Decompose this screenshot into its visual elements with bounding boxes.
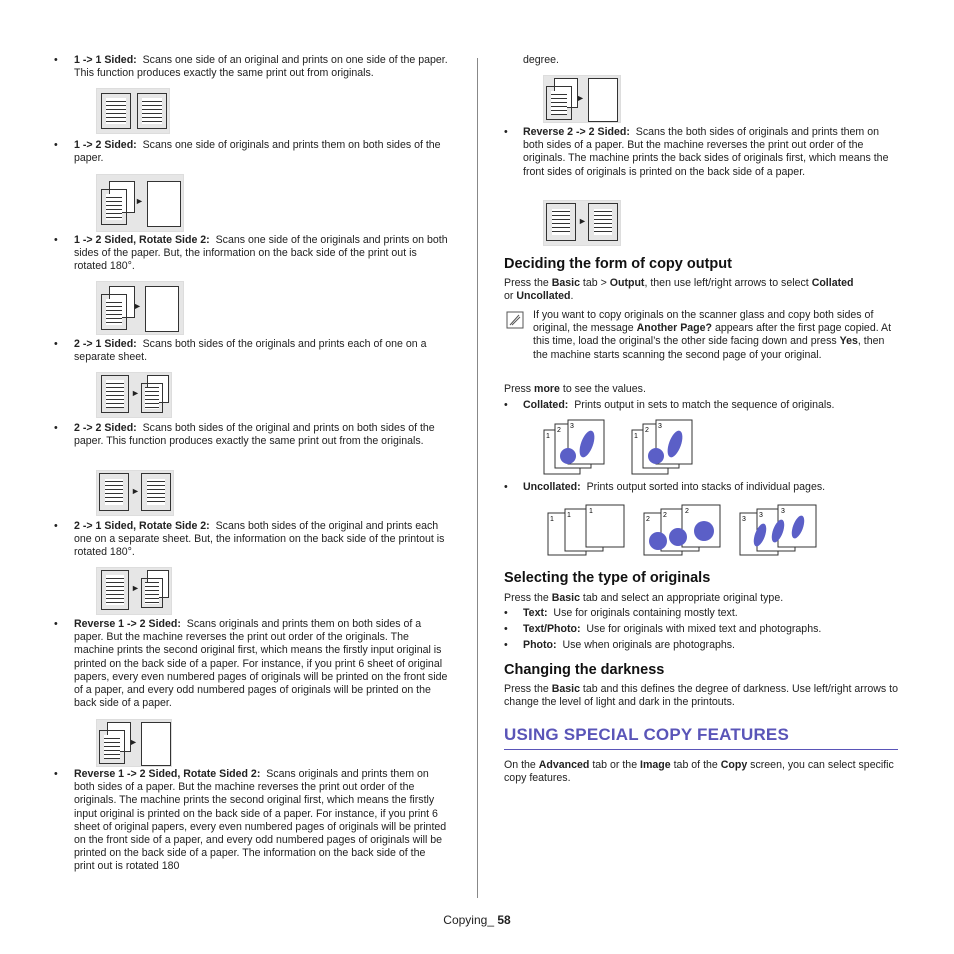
diagram-reverse-2-2-sided: ► bbox=[543, 200, 621, 246]
bullet: • bbox=[504, 126, 508, 138]
diagram-reverse-1-2-sided: ► bbox=[96, 719, 172, 767]
list-item bbox=[54, 768, 448, 878]
bullet: • bbox=[54, 54, 58, 66]
item-label: 2 -> 1 Sided, Rotate Side 2: bbox=[74, 520, 210, 532]
svg-text:3: 3 bbox=[781, 508, 785, 515]
list-item bbox=[504, 126, 900, 192]
note-icon bbox=[506, 311, 524, 329]
item-text bbox=[74, 338, 448, 364]
list-item: • Text: Use for originals containing mostly text. bbox=[504, 607, 738, 619]
bullet: • bbox=[54, 768, 58, 780]
paragraph: Press the Basic tab and select an appropriate original type. bbox=[504, 592, 784, 604]
page-number: 58 bbox=[497, 913, 511, 927]
collated-illustration bbox=[542, 418, 708, 478]
diagram-2-2-sided: ► bbox=[96, 470, 174, 516]
list-item bbox=[54, 422, 448, 464]
column-divider bbox=[477, 58, 478, 898]
list-item: • Photo: Use when originals are photographs. bbox=[504, 639, 735, 651]
diagram-2-1-sided-rotate: ► bbox=[96, 567, 172, 615]
item-description: Scans originals and prints them on both sides of a paper. But the machine reverses the print out order of the originals. The machine prints the second original first, which means the firstly input original is printed on the back side of a paper. For instance, if you print 6 sheet of original papers, every even numbered pages of originals will be printed on the front side of a paper, and every odd numbered pages of originals will be printed on the back side of a paper. The information on the back side of the print out is rotated 180 bbox=[74, 768, 447, 873]
item-description: Scans originals and prints them on both sides of a paper. But the machine reverses the print out order of the originals. The machine prints the second original first, which means the firstly input original is printed on the back side of a paper. For instance, if you print 6 sheet of original papers, every even numbered pages of originals will be printed on the front side of a paper, and every odd numbered pages of originals will be printed on the back side of a paper. bbox=[74, 618, 448, 710]
svg-text:2: 2 bbox=[646, 516, 650, 523]
bullet: • bbox=[54, 520, 58, 532]
item-text bbox=[74, 139, 448, 165]
item-description: Scans both sides of the original and prints each one on a separate sheet. But, the information on the back side of the printout is rotated 180°. bbox=[74, 520, 445, 559]
item-label: Text/Photo: bbox=[523, 623, 581, 635]
diagram-reverse-1-2-sided-rotate: ► bbox=[543, 75, 621, 123]
item-label: Collated: bbox=[523, 399, 569, 411]
svg-text:1: 1 bbox=[567, 512, 571, 519]
svg-text:2: 2 bbox=[685, 508, 689, 515]
item-text bbox=[74, 520, 448, 560]
svg-text:3: 3 bbox=[742, 516, 746, 523]
bullet: • bbox=[54, 234, 58, 246]
item-description: Scans one side of the originals and prints on both sides of the paper. But, the information on the back side of the print out is rotated 180°. bbox=[74, 234, 448, 273]
list-item bbox=[54, 54, 448, 84]
list-item: • Uncollated: Prints output sorted into stacks of individual pages. bbox=[504, 481, 826, 493]
paragraph: Press the Basic tab > Output, then use left/right arrows to select Collated or Uncollated. bbox=[504, 277, 854, 303]
paragraph: Press more to see the values. bbox=[504, 383, 646, 395]
svg-text:2: 2 bbox=[663, 512, 667, 519]
paragraph: Press the Basic tab and this defines the degree of darkness. Use left/right arrows to change the level of light and dark in the printouts. bbox=[504, 683, 898, 709]
item-text bbox=[523, 126, 900, 179]
bullet: • bbox=[54, 139, 58, 151]
bullet: • bbox=[54, 618, 58, 630]
item-description: Scans the both sides of originals and prints them on both sides of a paper. But the machine reverses the print out order of the originals. The machine prints the back sides of originals first, which means the front sides of originals is printed on the back side of a paper. bbox=[523, 126, 889, 178]
item-label: 1 -> 2 Sided, Rotate Side 2: bbox=[74, 234, 210, 246]
section-heading: Deciding the form of copy output bbox=[504, 256, 732, 272]
list-item bbox=[54, 520, 448, 562]
diagram-1-1-sided bbox=[96, 88, 170, 134]
bullet: • bbox=[54, 422, 58, 434]
item-label: Text: bbox=[523, 607, 548, 619]
item-label: Reverse 2 -> 2 Sided: bbox=[523, 126, 630, 138]
note-text: If you want to copy originals on the scanner glass and copy both sides of original, the message Another Page? appears after the first page copied. At this time, load the original’s the other side facing down and press Yes, then the machine starts scanning the second page of your original. bbox=[533, 309, 892, 361]
item-label: 2 -> 2 Sided: bbox=[74, 422, 137, 434]
item-description: Scans both sides of the original and prints on both sides of the paper. This function produces exactly the same print out from the originals. bbox=[74, 422, 435, 448]
item-label: 1 -> 2 Sided: bbox=[74, 139, 137, 151]
item-description: Scans one side of an original and prints on one side of the paper. This function produces exactly the same print out from originals. bbox=[74, 54, 448, 80]
diagram-2-1-sided: ► bbox=[96, 372, 172, 418]
svg-text:1: 1 bbox=[589, 508, 593, 515]
svg-text:1: 1 bbox=[550, 516, 554, 523]
svg-text:1: 1 bbox=[634, 433, 638, 440]
svg-text:3: 3 bbox=[570, 423, 574, 430]
page-footer bbox=[0, 914, 954, 927]
svg-text:3: 3 bbox=[658, 423, 662, 430]
item-text bbox=[74, 54, 448, 80]
list-item: • Collated: Prints output in sets to match the sequence of originals. bbox=[504, 399, 835, 411]
section-heading: Selecting the type of originals bbox=[504, 570, 711, 586]
uncollated-illustration bbox=[546, 503, 826, 559]
continued-text: degree. bbox=[523, 54, 559, 66]
item-label: 2 -> 1 Sided: bbox=[74, 338, 137, 350]
item-description: Scans both sides of the originals and prints each of one on a separate sheet. bbox=[74, 338, 427, 364]
item-label: Reverse 1 -> 2 Sided: bbox=[74, 618, 181, 630]
item-label: Reverse 1 -> 2 Sided, Rotate Sided 2: bbox=[74, 768, 261, 780]
list-item bbox=[54, 338, 448, 368]
list-item bbox=[54, 139, 448, 169]
svg-text:1: 1 bbox=[546, 433, 550, 440]
diagram-1-2-sided: ► bbox=[96, 174, 184, 232]
svg-text:2: 2 bbox=[645, 427, 649, 434]
item-text bbox=[74, 618, 448, 710]
bullet: • bbox=[54, 338, 58, 350]
item-text bbox=[74, 422, 448, 448]
chapter-heading: USING SPECIAL COPY FEATURES bbox=[504, 725, 790, 744]
svg-text:3: 3 bbox=[759, 512, 763, 519]
section-heading: Changing the darkness bbox=[504, 662, 665, 678]
heading-rule bbox=[504, 749, 898, 750]
item-label: Photo: bbox=[523, 639, 557, 651]
diagram-1-2-sided-rotate: ► bbox=[96, 281, 184, 335]
list-item bbox=[54, 234, 448, 276]
list-item bbox=[54, 618, 448, 714]
svg-text:2: 2 bbox=[557, 427, 561, 434]
item-label: 1 -> 1 Sided: bbox=[74, 54, 137, 66]
item-description: Scans one side of originals and prints them on both sides of the paper. bbox=[74, 139, 441, 165]
item-label: Uncollated: bbox=[523, 481, 581, 493]
item-text bbox=[74, 768, 448, 874]
footer-label: Copying_ bbox=[443, 913, 494, 927]
list-item: • Text/Photo: Use for originals with mixed text and photographs. bbox=[504, 623, 822, 635]
item-text bbox=[74, 234, 448, 274]
paragraph: On the Advanced tab or the Image tab of the Copy screen, you can select specific copy features. bbox=[504, 759, 894, 785]
